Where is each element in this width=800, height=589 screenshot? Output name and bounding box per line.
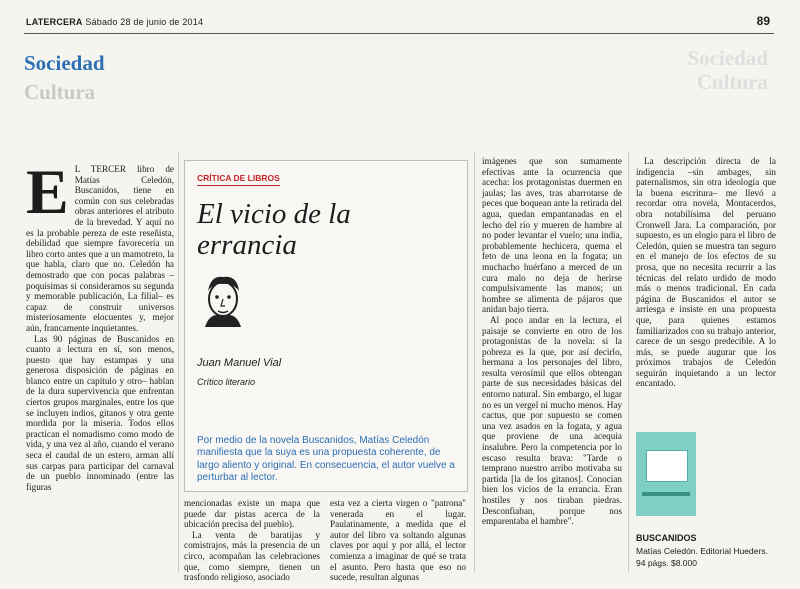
review-kicker: CRÍTICA DE LIBROS [197, 173, 280, 186]
article-column-3 [482, 156, 622, 527]
column-divider [474, 152, 475, 572]
article-column-2 [184, 498, 320, 583]
body-paragraph: La descripción directa de la indigencia –sin ambages, sin paternalismos, sin otra ideología que la buena escritura– me llevó a recordar otra novela, Montacerdos, obra notabilísima del peruano Cronwell Jara. La comparación, por supuesto, es un elogio para el libro de Celedón, quien se muestra tan seguro en el manejo de los efectos de su prosa, que no necesita recurrir a las técnicas del relato urdido de modo más o menos tradicional. En cada página de Buscanidos el autor se arriesga e insiste en una propuesta que, para quienes estamos familiarizados con su trabajo anterior, carece de un sesgo predecible. A lo más, se puede augurar que los próximos trabajos de Celedón seguirán inquietando a un lector encantado. [636, 156, 776, 389]
body-paragraph: La venta de baratijas y comistrajos, más la presencia de un circo, acompañan las celebraciones que, como siempre, tienen un trasfondo religioso, asociado [184, 529, 320, 583]
brand: LATERCERA [26, 17, 83, 27]
book-cover-image [636, 432, 696, 516]
book-details: Matías Celedón. Editorial Hueders. [636, 546, 768, 556]
review-box [184, 160, 468, 492]
headline: El vicio de la errancia [197, 198, 351, 261]
drop-cap: E [26, 156, 69, 227]
author-portrait [197, 269, 249, 327]
issue-date: Sábado 28 de junio de 2014 [85, 17, 204, 27]
book-title: BUSCANIDOS [636, 533, 697, 543]
article-column-2b [330, 498, 466, 583]
review-summary: Por medio de la novela Buscanidos, Matías Celedón manifiesta que la suya es una propuesta coherente, de largo aliento y original. En consecuencia, el autor vuelve a perturbar al lector. [197, 435, 455, 484]
body-paragraph: Al poco andar en la lectura, el paisaje se convierte en otro de los protagonistas de la novela: si la pobreza es la que, por así decirlo, hermana a los personajes del libro, resulta verosímil que ellos obtengan parte de sus necesidades básicas del entorno natural. Sin embargo, el lugar no es un vergel ni mucho menos. Hay cactus, que por supuesto se comen una vez asados en la fogata, y agua que proviene de una acequia insalubre. Pero la competencia por lo escaso resulta brava: "Tarde o temprano nuestro arribo motivaba su partida [la de los gitanos]. Conocían bien los vicios de la errancia. Eran hostiles y nos tiraban piedras. Desconfiaban, porque nos emparentaba el hambre". [482, 314, 622, 527]
book-price: 94 págs. $8.000 [636, 558, 697, 568]
author-name: Juan Manuel Vial [197, 357, 282, 369]
author-role: Crítico literario [197, 377, 256, 387]
section-title: Sociedad [24, 51, 105, 75]
section-subtitle: Cultura [24, 80, 96, 104]
article-column-4 [636, 156, 776, 389]
page-number: 89 [756, 14, 770, 28]
bleed-through-text: Sociedad Cultura [687, 46, 768, 94]
column-divider [628, 152, 629, 572]
body-paragraph: esta vez a cierta virgen o "patrona" venerada en el lugar. Paulatinamente, a medida que el autor del libro va soltando algunas claves por aquí y por allá, el lector comienza a imaginar de qué se trata el asunto. Pero hasta que eso no sucede, resultan algunas [330, 498, 466, 583]
body-paragraph: imágenes que son sumamente efectivas ante la ocurrencia que acecha: los protagonistas duermen en jaulas; las aves, tras abarrotarse de peces que boquean ante la retirada del agua, quedan empantanadas en el lecho del río y mueren de hambre al no poder levantar el vuelo; una india, probablemente hechicera, quema el feto de una leona en la fogata; un muchacho huérfano a merced de un cura malo no deja de herirse compulsivamente las manos; un hombre se alimenta de pájaros que anidan bajo tierra. [482, 156, 622, 315]
article-column-1 [26, 156, 174, 492]
page-header [26, 17, 203, 27]
body-paragraph: Las 90 páginas de Buscanidos en cuanto a lectura en sí, son menos, puesto que hay estampas y una generosa disposición de páginas en blanco entre un capítulo y otro– hablan de la dura supervivencia que enfrentan ciertos grupos marginales, entre los que se incluyen indios, gitanos y otra gente mordida por la miseria. Todos ellos practican el nomadismo como modo de vida, y una vez al año, cuando el verano seca el caudal de un estero, arman allí sus carpas para participar del carnaval de un pueblo innominado (entre las figuras [26, 333, 174, 492]
body-paragraph: mencionadas existe un mapa que puede dar pistas acerca de la ubicación precisa del pueblo). [184, 498, 320, 530]
header-rule [24, 33, 774, 34]
lead-paragraph: E L TERCER libro de Matías Celedón, Buscanidos, tiene en común con sus celebradas obras anteriores el atributo de la brevedad. Y aquí no es la probable pereza de este reseñista, debilidad que siempre favorecería un libro corto antes que a un mamotreto, la que habla, claro que no. Celedón ha demostrado que con pocas palabras –poquísimas si consideramos su segunda y memorable publicación, La filial– es capaz de construir universos misteriosamente elocuentes y, mejor aún, francamente inquietantes. [26, 156, 174, 333]
column-divider [178, 152, 179, 572]
